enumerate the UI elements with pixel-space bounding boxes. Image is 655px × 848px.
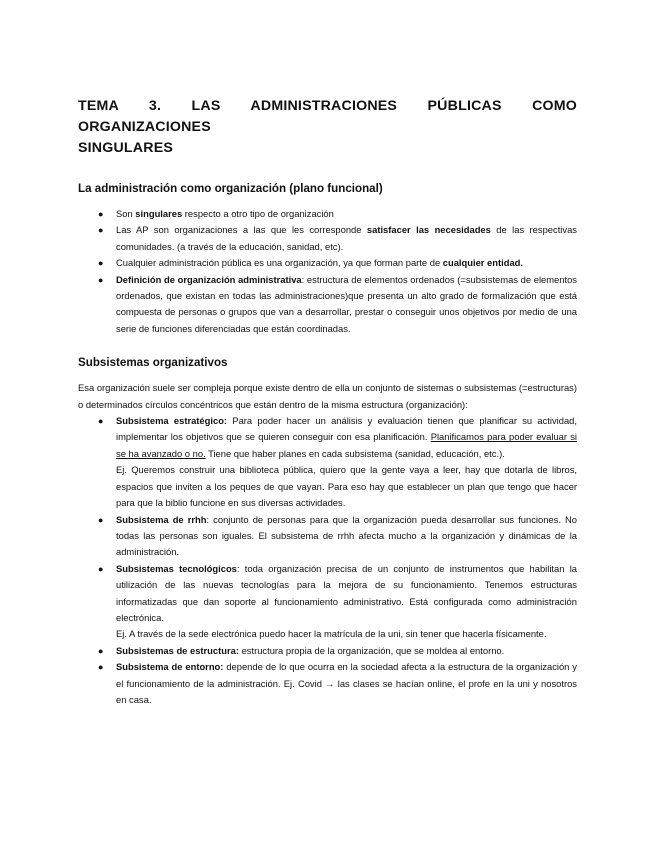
bullet-icon: ● <box>98 274 104 285</box>
bullet-icon: ● <box>98 514 104 525</box>
bullet-icon: ● <box>98 225 104 236</box>
bullet-icon: ● <box>98 563 104 574</box>
section-1-bullet-list <box>78 206 577 337</box>
bullet-icon: ● <box>98 645 104 656</box>
section-heading-administracion: La administración como organización (plano funcional) <box>78 182 383 195</box>
bullet-icon: ● <box>98 209 104 219</box>
section-2-intro: Esa organización suele ser compleja porque existe dentro de ella un conjunto de sistemas o subsistemas (=estructuras) o determinados círculos concéntricos que están dentro de la misma estructura (organización): <box>78 382 577 410</box>
section-2-bullet-list <box>78 413 577 708</box>
example-text: Ej. Queremos construir una biblioteca pública, quiero que la gente vaya a leer, hay que dotarla de libros, espacios que inviten a los peques de que vayan. Para eso hay que establecer un plan que tengo que hacer para que la biblio funcione en sus diversas actividades. <box>116 464 577 509</box>
title-line-1: TEMA 3. LAS ADMINISTRACIONES PÚBLICAS COMO ORGANIZACIONES <box>78 98 577 135</box>
document-title <box>78 96 577 159</box>
bullet-icon: ● <box>98 258 104 269</box>
list-item: ● Subsistemas tecnológicos: toda organización precisa de un conjunto de instrumentos que habilitan la utilización de las nuevas tecnologías para la mejora de su funcionamiento. Tenemos estructuras informatizadas que dan soporte al funcionamiento administrativo. Está configurada como administración electrónica. Ej. A través de la sede electrónica puedo hacer la matrícula de la uni, sin tener que hacerla físicamente. <box>78 561 577 643</box>
list-item: ● Definición de organización administrativa: estructura de elementos ordenados (=subsistemas de elementos ordenados, que existan en todas las administraciones)que presenta un alto grado de formalización que está compuesta de personas o grupos que van a desarrollar, prestar o conseguir unos objetivos por medio de una serie de funciones diferenciadas que están coordinadas. <box>98 273 577 334</box>
list-item: ● Subsistema estratégico: Para poder hacer un análisis y evaluación tienen que planificar su actividad, implementar los objetivos que se quieren conseguir con esa planificación. Planificamos para poder evaluar si se ha avanzado o no. Tiene que haber planes en cada subsistema (sanidad, educación, etc.). Ej. Queremos construir una biblioteca pública, quiero que la gente vaya a leer, hay que dotarla de libros, espacios que inviten a los peques de que vayan. Para eso hay que establecer un plan que tengo que hacer para que la biblio funcione en sus diversas actividades. <box>78 413 577 511</box>
list-item: ● Cualquier administración pública es una organización, ya que forman parte de cualquier entidad. <box>78 255 577 271</box>
list-item: ● Subsistema de rrhh: conjunto de personas para que la organización pueda desarrollar sus funciones. No todas las personas son iguales. El subsistema de rrhh afecta mucho a la organización y dinámicas de la administración. <box>98 513 577 558</box>
title-line-2: SINGULARES <box>78 140 174 156</box>
example-text: Ej. A través de la sede electrónica puedo hacer la matrícula de la uni, sin tener que hacerla físicamente. <box>116 628 547 640</box>
bullet-icon: ● <box>98 416 104 427</box>
list-item: ● Son singulares respecto a otro tipo de organización <box>78 206 577 222</box>
list-item: ● Subsistemas de estructura: estructura propia de la organización, que se moldea al entorno. <box>78 643 577 659</box>
list-item: ● Subsistema de entorno: depende de lo que ocurra en la sociedad afecta a la estructura de la organización y el funcionamiento de la administración. Ej. Covid → las clases se hacían online, el profe en la uni y nosotros en casa. <box>98 661 577 705</box>
bullet-icon: ● <box>98 662 104 673</box>
section-heading-subsistemas: Subsistemas organizativos <box>78 356 228 370</box>
list-item: ● Las AP son organizaciones a las que les corresponde satisfacer las necesidades de las respectivas comunidades. (a través de la educación, sanidad, etc). <box>98 224 577 252</box>
